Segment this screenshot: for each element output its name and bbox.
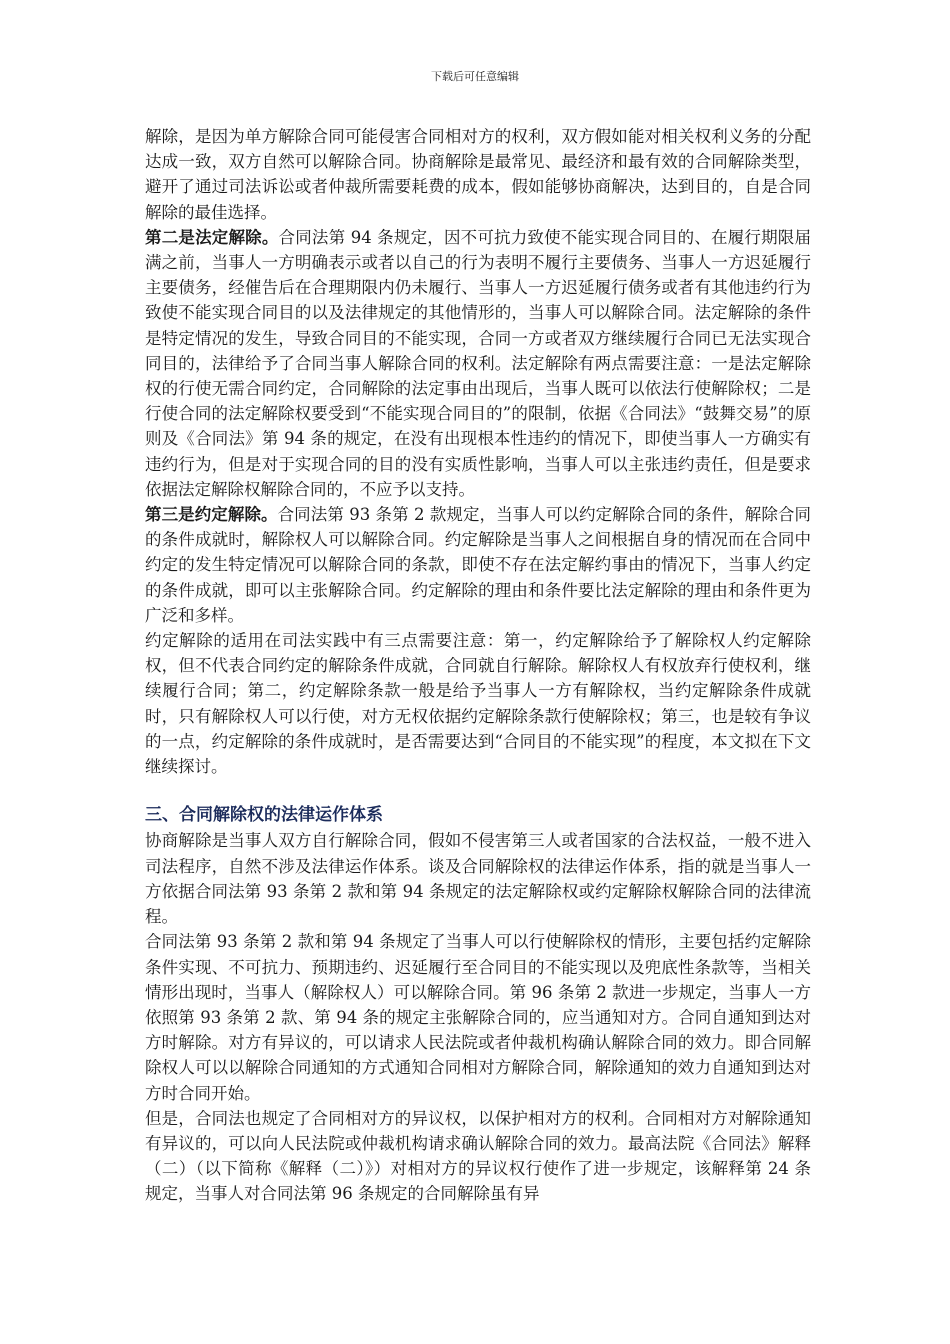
paragraph-lead: 第二是法定解除。	[145, 227, 279, 247]
paragraph-text: 约定解除的适用在司法实践中有三点需要注意：第一，约定解除给予了解除权人约定解除权，但不代表合同约定的解除条件成就，合同就自行解除。解除权人有权放弃行使权利，继续履行合同；第二，约定解除条款一般是给予当事人一方有解除权，当约定解除条件成就时，只有解除权人可以行使，对方无权依据约定解除条款行使解除权；第三，也是较有争议的一点，约定解除的条件成就时，是否需要达到“合同目的不能实现”的程度，本文拟在下文继续探讨。	[145, 631, 811, 777]
paragraph	[145, 628, 811, 779]
paragraph-lead: 第三是约定解除。	[145, 505, 278, 525]
paragraph-text: 合同法第 93 条第 2 款规定，当事人可以约定解除合同的条件，解除合同的条件成就时，解除权人可以解除合同。约定解除是当事人之间根据自身的情况而在合同中约定的发生特定情况可以解除合同的条款，即使不存在法定解约事由的情况下，当事人约定的条件成就，即可以主张解除合同。约定解除的理由和条件要比法定解除的理由和条件更为广泛和多样。	[145, 505, 811, 625]
paragraph	[145, 502, 811, 628]
paragraph	[145, 124, 811, 225]
paragraph-text: 合同法第 94 条规定，因不可抗力致使不能实现合同目的、在履行期限届满之前，当事人一方明确表示或者以自己的行为表明不履行主要债务、当事人一方迟延履行主要债务，经催告后在合理期限内仍未履行、当事人一方迟延履行债务或者有其他违约行为致使不能实现合同目的以及法律规定的其他情形的，当事人可以解除合同。法定解除的条件是特定情况的发生，导致合同目的不能实现，合同一方或者双方继续履行合同已无法实现合同目的，法律给予了合同当事人解除合同的权利。法定解除有两点需要注意：一是法定解除权的行使无需合同约定，合同解除的法定事由出现后，当事人既可以依法行使解除权；二是行使合同的法定解除权要受到“不能实现合同目的”的限制，依据《合同法》“鼓舞交易”的原则及《合同法》第 94 条的规定，在没有出现根本性违约的情况下，即使当事人一方确实有违约行为，但是对于实现合同的目的没有实质性影响，当事人可以主张违约责任，但是要求依据法定解除权解除合同的，不应予以支持。	[145, 227, 811, 499]
paragraph	[145, 225, 811, 502]
section-paragraph: 但是，合同法也规定了合同相对方的异议权，以保护相对方的权利。合同相对方对解除通知有异议的，可以向人民法院或仲裁机构请求确认解除合同的效力。最高法院《合同法》解释（二）（以下简称《解释（二）》）对相对方的异议权行使作了进一步规定，该解释第 24 条规定，当事人对合同法第 96 条规定的合同解除虽有异	[145, 1108, 811, 1204]
page-header: 下载后可任意编辑	[431, 70, 519, 83]
paragraph-text: 解除，是因为单方解除合同可能侵害合同相对方的权利，双方假如能对相关权利义务的分配达成一致，双方自然可以解除合同。协商解除是最常见、最经济和最有效的合同解除类型，避开了通过司法诉讼或者仲裁所需要耗费的成本，假如能够协商解决，达到目的，自是合同解除的最佳选择。	[145, 127, 811, 222]
document-body	[145, 124, 811, 1207]
section-paragraph: 协商解除是当事人双方自行解除合同，假如不侵害第三人或者国家的合法权益，一般不进入司法程序，自然不涉及法律运作体系。谈及合同解除权的法律运作体系，指的就是当事人一方依据合同法第 93 条第 2 款和第 94 条规定的法定解除权或约定解除权解除合同的法律流程。	[145, 831, 811, 927]
section-heading: 三、合同解除权的法律运作体系	[145, 805, 383, 826]
section-paragraph: 合同法第 93 条第 2 款和第 94 条规定了当事人可以行使解除权的情形，主要包括约定解除条件实现、不可抗力、预期违约、迟延履行至合同目的不能实现以及兜底性条款等，当相关情形出现时，当事人（解除权人）可以解除合同。第 96 条第 2 款进一步规定，当事人一方依照第 93 条第 2 款、第 94 条的规定主张解除合同的，应当通知对方。合同自通知到达对方时解除。对方有异议的，可以请求人民法院或者仲裁机构确认解除合同的效力。即合同解除权人可以以解除合同通知的方式通知合同相对方解除合同，解除通知的效力自通知到达对方时合同开始。	[145, 932, 811, 1103]
